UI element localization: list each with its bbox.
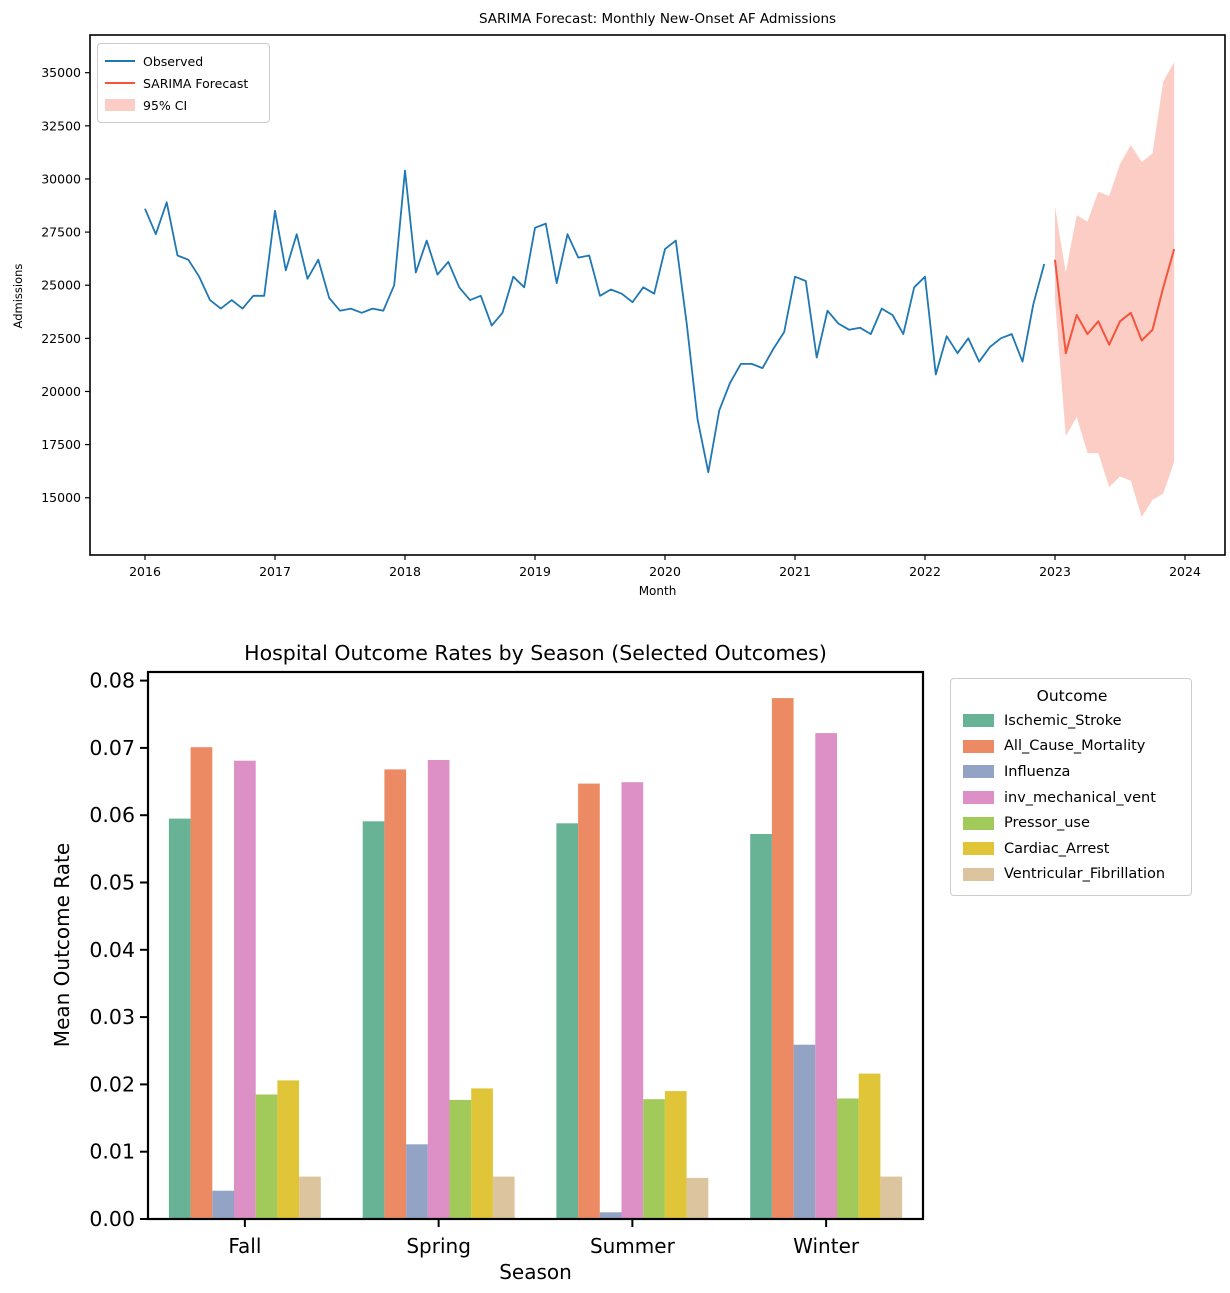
bar-pressor_use-winter [837, 1099, 859, 1220]
x-tick-label: Winter [793, 1234, 860, 1258]
bar-inv_mechanical_vent-summer [622, 782, 644, 1219]
bottom-chart-legend [950, 678, 1192, 896]
bar-cardiac_arrest-winter [859, 1074, 881, 1219]
observed-line [145, 171, 1044, 473]
y-tick-label: 0.04 [89, 937, 135, 962]
legend-label: Ventricular_Fibrillation [1004, 866, 1166, 883]
legend-item-ci-swatch [105, 99, 135, 111]
legend-label: SARIMA Forecast [143, 75, 249, 91]
bar-ventricular_fibrillation-winter [880, 1177, 902, 1219]
legend-item-forecast-swatch [105, 82, 135, 84]
x-tick-label: 2021 [779, 564, 811, 579]
legend-label: Influenza [1004, 763, 1071, 780]
x-tick-label: 2020 [649, 564, 681, 579]
confidence-band [1055, 62, 1174, 517]
legend-label: Observed [143, 53, 204, 69]
y-tick-label: 20000 [41, 383, 81, 399]
outcome-rates-chart [0, 620, 1230, 1293]
bar-all_cause_mortality-spring [384, 769, 406, 1219]
legend-item-ischemic_stroke [963, 708, 1181, 734]
y-tick-label: 35000 [41, 65, 81, 81]
top-chart-legend [97, 43, 270, 123]
legend-swatch [963, 765, 994, 778]
y-tick-label: 15000 [41, 490, 81, 506]
y-tick-label: 0.02 [89, 1072, 135, 1097]
legend-item-forecast [105, 72, 259, 94]
legend-swatch [963, 791, 994, 804]
legend-label: Ischemic_Stroke [1004, 712, 1122, 729]
y-tick-label: 17500 [41, 437, 81, 453]
y-tick-label: 0.08 [89, 668, 135, 693]
bar-inv_mechanical_vent-winter [815, 733, 837, 1219]
bar-cardiac_arrest-spring [471, 1088, 493, 1219]
legend-label: All_Cause_Mortality [1004, 738, 1146, 755]
bar-ischemic_stroke-spring [363, 821, 385, 1219]
x-tick-label: 2019 [519, 564, 551, 579]
legend-item-inv_mechanical_vent [963, 785, 1181, 811]
top-yaxis-label: Admissions [11, 263, 25, 329]
bar-pressor_use-spring [450, 1100, 472, 1219]
y-tick-label: 0.01 [89, 1139, 135, 1164]
bar-influenza-fall [212, 1191, 234, 1219]
bar-ischemic_stroke-summer [556, 823, 578, 1219]
legend-swatch [963, 817, 994, 830]
legend-label: Cardiac_Arrest [1004, 840, 1110, 857]
bar-all_cause_mortality-winter [772, 698, 794, 1219]
legend-swatch [963, 740, 994, 753]
bar-cardiac_arrest-fall [277, 1080, 299, 1219]
bar-cardiac_arrest-summer [665, 1091, 687, 1219]
bar-inv_mechanical_vent-spring [428, 760, 450, 1219]
legend-label: Pressor_use [1004, 815, 1090, 832]
y-tick-label: 0.06 [89, 803, 135, 828]
sarima-forecast-chart [0, 0, 1230, 620]
legend-item-cardiac_arrest [963, 836, 1181, 862]
x-tick-label: 2023 [1039, 564, 1071, 579]
top-xaxis-label: Month [638, 584, 677, 598]
bar-pressor_use-fall [256, 1095, 278, 1220]
bottom-xaxis-label: Season [499, 1260, 572, 1284]
x-tick-label: 2018 [389, 564, 421, 579]
bar-ventricular_fibrillation-spring [493, 1177, 515, 1219]
bar-inv_mechanical_vent-fall [234, 761, 256, 1219]
x-tick-label: Summer [589, 1234, 675, 1258]
bar-influenza-spring [406, 1144, 428, 1219]
legend-title: Outcome [1036, 687, 1108, 705]
legend-item-ventricular_fibrillation [963, 862, 1181, 888]
y-tick-label: 0.05 [89, 870, 135, 895]
bar-ischemic_stroke-winter [750, 834, 772, 1219]
x-tick-label: Spring [406, 1234, 471, 1258]
y-tick-label: 27500 [41, 224, 81, 240]
x-tick-label: 2022 [909, 564, 941, 579]
bar-all_cause_mortality-summer [578, 784, 600, 1219]
legend-item-all_cause_mortality [963, 734, 1181, 760]
y-tick-label: 0.00 [89, 1207, 135, 1231]
bar-all_cause_mortality-fall [191, 747, 213, 1219]
x-tick-label: 2024 [1169, 564, 1201, 579]
bar-influenza-winter [794, 1045, 816, 1219]
y-tick-label: 30000 [41, 171, 81, 187]
legend-item-pressor_use [963, 810, 1181, 836]
y-tick-label: 32500 [41, 118, 81, 134]
bottom-yaxis-label: Mean Outcome Rate [50, 842, 74, 1048]
legend-label: inv_mechanical_vent [1004, 789, 1156, 806]
legend-item-ci [105, 94, 259, 116]
x-tick-label: 2017 [259, 564, 291, 579]
legend-item-influenza [963, 759, 1181, 785]
bar-ischemic_stroke-fall [169, 819, 191, 1219]
y-tick-label: 0.03 [89, 1005, 135, 1030]
bar-ventricular_fibrillation-fall [299, 1177, 321, 1219]
bar-pressor_use-summer [643, 1099, 665, 1219]
bar-ventricular_fibrillation-summer [687, 1178, 709, 1219]
legend-swatch [963, 868, 994, 881]
legend-swatch [963, 714, 994, 727]
legend-label: 95% CI [143, 97, 188, 113]
x-tick-label: Fall [228, 1234, 262, 1258]
y-tick-label: 22500 [41, 330, 81, 346]
bottom-chart-title: Hospital Outcome Rates by Season (Selected Outcomes) [244, 641, 827, 665]
top-chart-title: SARIMA Forecast: Monthly New-Onset AF Admissions [478, 11, 837, 27]
y-tick-label: 0.07 [89, 735, 135, 760]
x-tick-label: 2016 [129, 564, 161, 579]
y-tick-label: 25000 [41, 277, 81, 293]
legend-swatch [963, 842, 994, 855]
legend-item-observed-swatch [105, 60, 135, 62]
legend-item-observed [105, 50, 259, 72]
